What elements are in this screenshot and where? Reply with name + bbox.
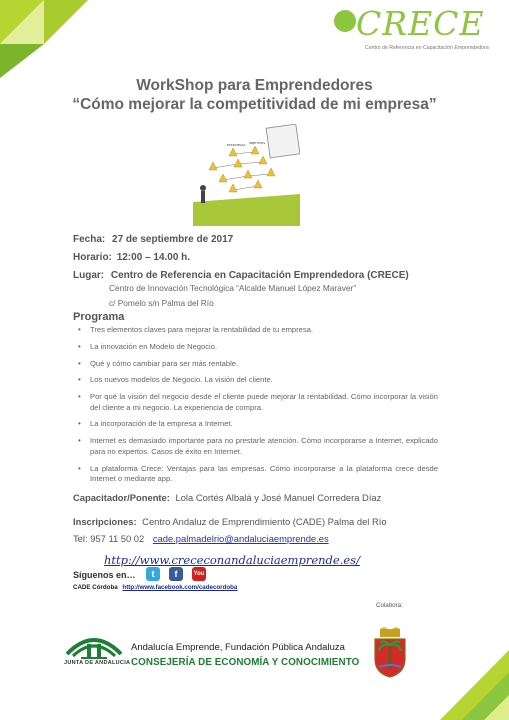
- facebook-icon[interactable]: f: [169, 567, 183, 581]
- cade-cordoba-label: CADE Córdoba: [73, 584, 118, 591]
- phone-number: Tel: 957 11 50 02: [73, 533, 145, 544]
- horario-value: 12:00 – 14.00 h.: [116, 252, 191, 263]
- list-item: • La innovación en Modelo de Negocio.: [78, 342, 438, 353]
- list-item: • Qué y cómo cambiar para ser más rentable.: [78, 359, 438, 370]
- capacitador-row: [73, 492, 381, 503]
- programa-list: [78, 325, 438, 491]
- svg-text:ESTRATEGIA: ESTRATEGIA: [227, 143, 246, 147]
- list-item: • Por qué la visión del negocio desde el cliente puede mejorar la rentabilidad. Cómo incorporar la visión del cliente a mi negocio. La experiencia de compra.: [78, 392, 438, 413]
- lugar-row: [73, 270, 409, 281]
- strategy-board-illustration: [193, 124, 300, 226]
- fecha-label: Fecha:: [73, 234, 106, 245]
- crece-logo: [334, 4, 504, 58]
- horario-label: Horario:: [73, 252, 112, 263]
- crece-logo-dot-icon: [334, 10, 356, 32]
- lugar-address-line-1: Centro de Innovación Tecnológica “Alcalde Manuel López Maraver”: [109, 283, 357, 293]
- fecha-value: 27 de septiembre de 2017: [112, 234, 234, 245]
- junta-de-andalucia-label: JUNTA DE ANDALUCIA: [64, 660, 131, 666]
- email-link[interactable]: cade.palmadelrio@andaluciaemprende.es: [152, 533, 329, 544]
- palma-del-rio-crest-icon: [371, 627, 409, 679]
- colabora-label: Colabora:: [376, 602, 403, 609]
- twitter-icon[interactable]: t: [146, 567, 160, 581]
- workshop-subtitle: “Cómo mejorar la competitividad de mi empresa”: [72, 96, 437, 113]
- youtube-icon[interactable]: You: [192, 567, 206, 581]
- cade-cordoba-row: [73, 584, 237, 591]
- capacitador-value: Lola Cortés Albalá y José Manuel Corredera Díaz: [175, 492, 382, 503]
- list-item: • Los nuevos modelos de Negocio. La visión del cliente.: [78, 375, 438, 386]
- andalucia-emprende-label: Andalucía Emprende, Fundación Pública Andaluza: [131, 642, 345, 653]
- contact-row: [73, 533, 329, 544]
- consejeria-label: CONSEJERÍA DE ECONOMÍA Y CONOCIMIENTO: [131, 657, 360, 668]
- programa-heading: Programa: [73, 311, 125, 323]
- horario-row: [73, 252, 190, 263]
- inscripciones-row: [73, 516, 387, 527]
- list-item: • La plataforma Crece: Ventajas para las empresas. Cómo incorporarse a la plataforma crece desde Internet o mediante app.: [78, 464, 438, 485]
- workshop-title: WorkShop para Emprendedores: [136, 77, 373, 94]
- capacitador-label: Capacitador/Ponente:: [73, 492, 170, 503]
- list-item: • Tres elementos claves para mejorar la rentabilidad de tu empresa.: [78, 325, 438, 336]
- inscripciones-value: Centro Andaluz de Emprendimiento (CADE) Palma del Río: [142, 516, 387, 527]
- fecha-row: [73, 234, 233, 245]
- lugar-label: Lugar:: [73, 270, 105, 281]
- top-left-corner-decoration: [0, 0, 90, 80]
- crece-logo-name: CRECE: [356, 4, 485, 43]
- bottom-right-corner-decoration: [440, 650, 509, 720]
- follow-us-label: Síguenos en…: [73, 570, 136, 580]
- website-link[interactable]: http://www.crececonandaluciaemprende.es/: [104, 553, 360, 567]
- lugar-value: Centro de Referencia en Capacitación Emprendedora (CRECE): [110, 270, 409, 281]
- svg-text:OBJETIVOS: OBJETIVOS: [249, 141, 266, 145]
- list-item: • La incorporación de la empresa a Internet.: [78, 419, 438, 430]
- lugar-address-line-2: c/ Pomelo s/n Palma del Río: [109, 298, 214, 308]
- list-item: • Internet es demasiado importante para no prestarle atención. Cómo incorporarse a Internet, explicado para no expertos. Casos de éxito en Internet.: [78, 436, 438, 457]
- crece-logo-subtitle: Centro de Referencia en Capacitación Emprendedora: [365, 45, 489, 51]
- cade-facebook-link[interactable]: http://www.facebook.com/cadecordoba: [122, 584, 238, 591]
- inscripciones-label: Inscripciones:: [73, 516, 137, 527]
